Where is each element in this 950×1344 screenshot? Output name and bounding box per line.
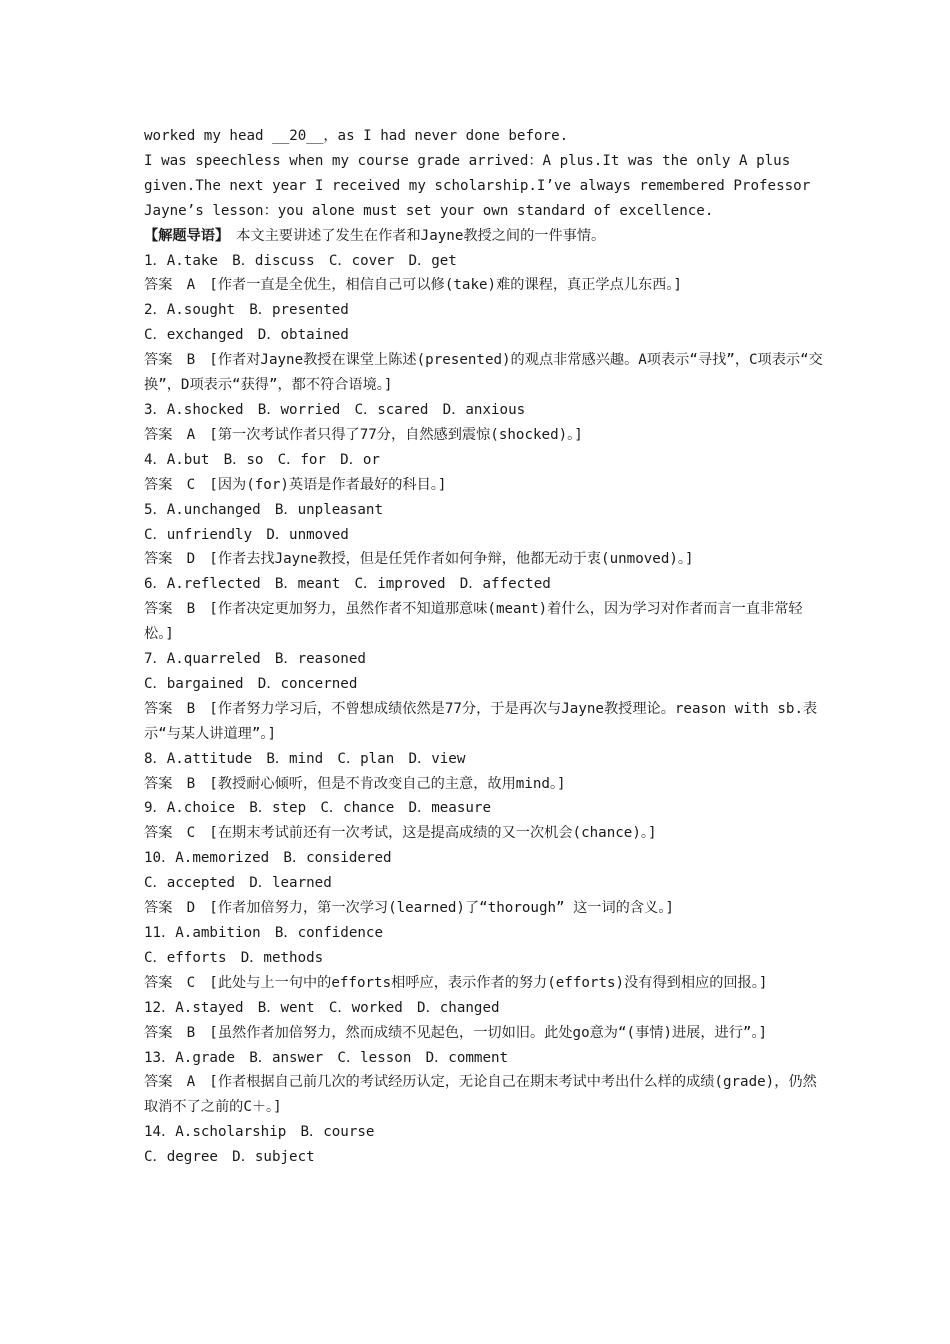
- document-page: [144, 124, 824, 1170]
- question-item: [144, 398, 824, 448]
- question-item: [144, 1046, 824, 1121]
- question-item: [144, 796, 824, 846]
- answer-explanation: 答案 D [作者加倍努力，第一次学习(learned)了“thorough” 这一词的含义。]: [144, 900, 674, 917]
- question-item: [144, 498, 824, 573]
- question-options: 11．A.ambition B．confidence: [144, 925, 384, 941]
- question-options: 12．A.stayed B．went C．worked D．changed: [144, 999, 500, 1016]
- question-options: 3．A.shocked B．worried C．scared D．anxious: [144, 401, 526, 418]
- question-options: 2．A.sought B．presented: [144, 302, 349, 319]
- passage-line: I was speechless when my course grade arrived：A plus.It was the only A plus given.The next year I received my scholarship.I’ve always remembered Professor Jayne’s lesson：you alone must set your own standard of excellence.: [144, 152, 819, 219]
- question-options: 7．A.quarreled B．reasoned: [144, 651, 366, 668]
- question-item: [144, 298, 824, 398]
- question-list: [144, 249, 824, 1171]
- question-item: [144, 921, 824, 996]
- question-item: [144, 996, 824, 1046]
- guide: [144, 224, 824, 249]
- question-options: 13．A.grade B．answer C．lesson D．comment: [144, 1049, 509, 1066]
- guide-label: 【解题导语】: [144, 227, 223, 244]
- question-item: [144, 846, 824, 921]
- answer-explanation: 答案 B [作者决定更加努力，虽然作者不知道那意味(meant)着什么，因为学习对作者而言一直非常轻松。]: [144, 601, 803, 643]
- question-options: 4．A.but B．so C．for D．or: [144, 451, 380, 468]
- answer-explanation: 答案 D [作者去找Jayne教授，但是任凭作者如何争辩，他都无动于衷(unmoved)。]: [144, 551, 694, 568]
- question-options: C．exchanged D．obtained: [144, 327, 349, 344]
- question-options: C．unfriendly D．unmoved: [144, 526, 349, 543]
- question-options: C．degree D．subject: [144, 1149, 315, 1166]
- question-options: C．efforts D．methods: [144, 949, 324, 966]
- question-item: [144, 747, 824, 797]
- guide-text: 本文主要讲述了发生在作者和Jayne教授之间的一件事情。: [222, 227, 606, 244]
- question-item: [144, 1120, 824, 1170]
- answer-explanation: 答案 B [虽然作者加倍努力，然而成绩不见起色，一切如旧。此处go意为“(事情)进展，进行”。]: [144, 1024, 768, 1041]
- answer-explanation: 答案 C [在期末考试前还有一次考试，这是提高成绩的又一次机会(chance)。]: [144, 825, 657, 842]
- question-item: [144, 647, 824, 747]
- question-item: [144, 448, 824, 498]
- question-options: 14．A.scholarship B．course: [144, 1124, 375, 1141]
- question-options: 9．A.choice B．step C．chance D．measure: [144, 800, 492, 817]
- question-options: C．accepted D．learned: [144, 875, 332, 892]
- answer-explanation: 答案 A [作者一直是全优生，相信自己可以修(take)难的课程，真正学点儿东西。]: [144, 277, 682, 294]
- question-options: 1．A.take B．discuss C．cover D．get: [144, 252, 457, 269]
- passage: [144, 124, 824, 224]
- answer-explanation: 答案 C [因为(for)英语是作者最好的科目。]: [144, 476, 447, 493]
- question-item: [144, 572, 824, 647]
- passage-line: worked my head __20__，as I had never done before.: [144, 128, 569, 144]
- answer-explanation: 答案 B [作者对Jayne教授在课堂上陈述(presented)的观点非常感兴趣。A项表示“寻找”，C项表示“交换”，D项表示“获得”，都不符合语境。]: [144, 352, 823, 394]
- answer-explanation: 答案 A [作者根据自己前几次的考试经历认定，无论自己在期末考试中考出什么样的成绩(grade)，仍然取消不了之前的C＋。]: [144, 1074, 817, 1116]
- question-options: 10．A.memorized B．considered: [144, 850, 392, 867]
- question-options: C．bargained D．concerned: [144, 675, 358, 692]
- answer-explanation: 答案 C [此处与上一句中的efforts相呼应，表示作者的努力(efforts)没有得到相应的回报。]: [144, 974, 768, 991]
- answer-explanation: 答案 A [第一次考试作者只得了77分，自然感到震惊(shocked)。]: [144, 426, 583, 443]
- answer-explanation: 答案 B [作者努力学习后，不曾想成绩依然是77分，于是再次与Jayne教授理论。reason with sb.表示“与某人讲道理”。]: [144, 700, 818, 742]
- question-options: 6．A.reflected B．meant C．improved D．affected: [144, 576, 551, 593]
- question-options: 8．A.attitude B．mind C．plan D．view: [144, 750, 466, 767]
- question-options: 5．A.unchanged B．unpleasant: [144, 501, 384, 518]
- answer-explanation: 答案 B [教授耐心倾听，但是不肯改变自己的主意，故用mind。]: [144, 775, 566, 792]
- question-item: [144, 249, 824, 299]
